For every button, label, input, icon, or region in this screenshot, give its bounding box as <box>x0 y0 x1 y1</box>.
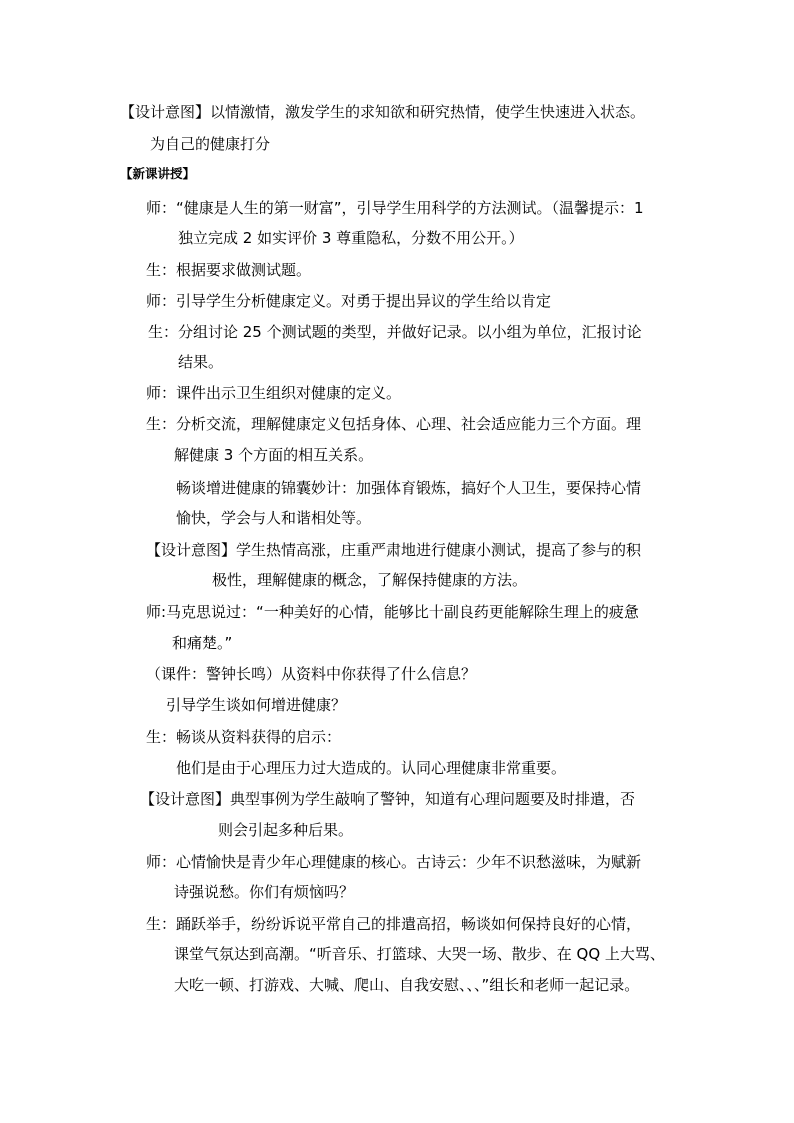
paragraph-line: （课件：警钟长鸣）从资料中你获得了什么信息？ <box>146 665 477 683</box>
paragraph-line: 生：根据要求做测试题。 <box>146 261 312 279</box>
paragraph-line: 畅谈增进健康的锦囊妙计：加强体育锻炼，搞好个人卫生，要保持心情 <box>176 479 642 497</box>
paragraph-line: 师：课件出示卫生组织对健康的定义。 <box>146 384 402 402</box>
paragraph-line: 师：“健康是人生的第一财富”，引导学生用科学的方法测试。（温馨提示：1 <box>146 199 644 217</box>
paragraph-line: 师：引导学生分析健康定义。对勇于提出异议的学生给以肯定 <box>146 292 552 310</box>
paragraph-line: 生：踊跃举手，纷纷诉说平常自己的排遣高招，畅谈如何保持良好的心情， <box>146 915 642 933</box>
paragraph-line: 师:马克思说过：“一种美好的心情，能够比十副良药更能解除生理上的疲惫 <box>146 603 639 621</box>
section-heading-new-lesson: 【新课讲授】 <box>120 166 196 181</box>
paragraph-line: 大吃一顿、打游戏、大喊、爬山、自我安慰、、、”组长和老师一起记录。 <box>174 976 640 994</box>
paragraph-line: 生：分组讨论 25 个测试题的类型，并做好记录。以小组为单位，汇报讨论 <box>148 323 642 341</box>
paragraph-line: 生：畅谈从资料获得的启示： <box>146 728 342 746</box>
paragraph-line: 师：心情愉快是青少年心理健康的核心。古诗云：少年不识愁滋味，为赋新 <box>146 853 642 871</box>
paragraph-line: 和痛楚。” <box>172 634 233 652</box>
paragraph-line: 课堂气氛达到高潮。“听音乐、打篮球、大哭一场、散步、在 QQ 上大骂、 <box>174 945 665 963</box>
design-intent-3: 【设计意图】典型事例为学生敲响了警钟，知道有心理问题要及时排遣，否 <box>140 790 636 808</box>
paragraph-line: 诗强说愁。你们有烦恼吗？ <box>174 883 355 901</box>
paragraph-line: 引导学生谈如何增进健康？ <box>166 696 347 714</box>
design-intent-2-cont: 极性，理解健康的概念，了解保持健康的方法。 <box>212 571 528 589</box>
paragraph-line: 愉快，学会与人和谐相处等。 <box>176 509 372 527</box>
section-subtitle: 为自己的健康打分 <box>150 135 271 153</box>
paragraph-line: 独立完成 2 如实评价 3 尊重隐私，分数不用公开。） <box>178 229 524 247</box>
paragraph-line: 解健康 3 个方面的相互关系。 <box>174 446 374 464</box>
design-intent-1: 【设计意图】以情激情，激发学生的求知欲和研究热情，使学生快速进入状态。 <box>120 103 646 121</box>
paragraph-line: 生：分析交流，理解健康定义包括身体、心理、社会适应能力三个方面。理 <box>146 415 642 433</box>
design-intent-2: 【设计意图】学生热情高涨，庄重严肃地进行健康小测试，提高了参与的积 <box>146 541 642 559</box>
paragraph-line: 他们是由于心理压力过大造成的。认同心理健康非常重要。 <box>176 759 567 777</box>
design-intent-3-cont: 则会引起多种后果。 <box>218 821 354 839</box>
paragraph-line: 结果。 <box>178 353 224 371</box>
